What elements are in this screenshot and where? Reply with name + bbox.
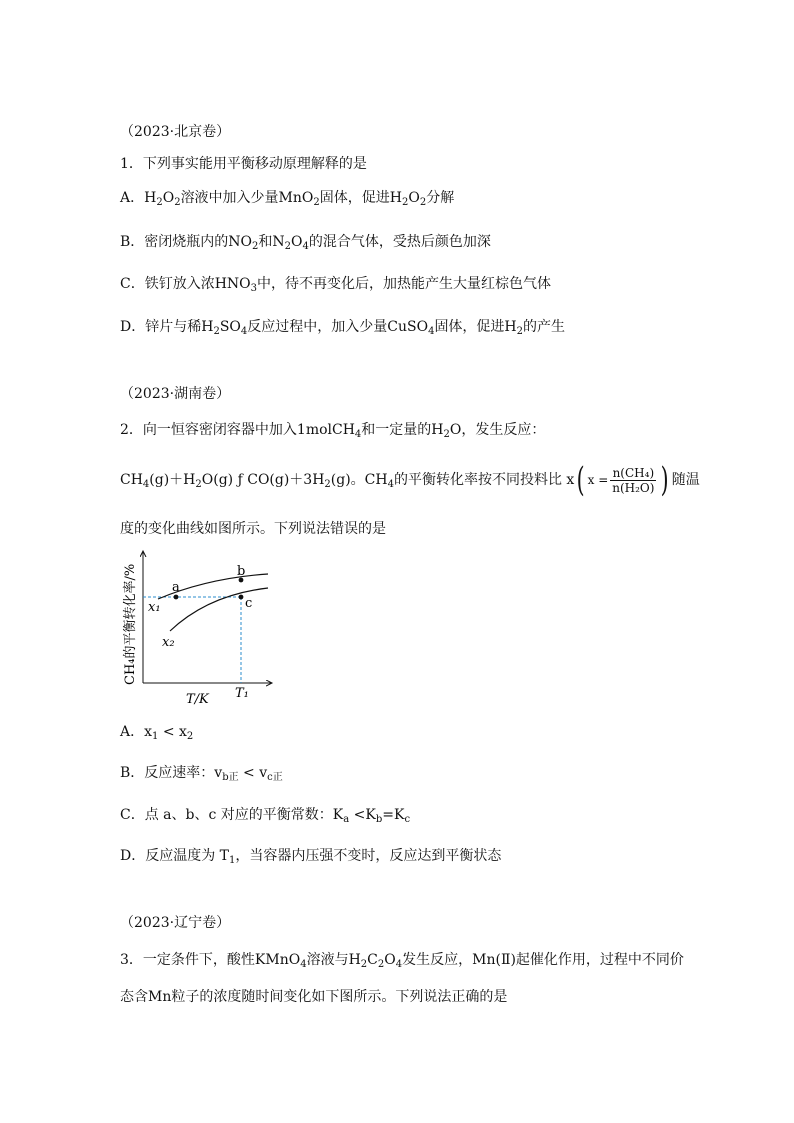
label-a: a <box>172 580 180 595</box>
label-x2: x₂ <box>162 635 175 650</box>
label-x1: x₁ <box>148 600 161 615</box>
q2-option-d: D．反应温度为 $T_1$，当容器内压强不变时，反应达到平衡状态 <box>120 848 502 866</box>
q2-stem-cont: 度的变化曲线如图所示。下列说法错误的是 <box>120 521 386 537</box>
q2-option-c: C．点 a、b、c 对应的平衡常数：$K_a <K_b=K_c$ <box>120 807 411 825</box>
label-c: c <box>245 596 253 611</box>
q2-equation: $CH_4(g)+H_2O(g)$ ƒ $CO(g)+3H_2(g)$。$CH_4$的平衡转化率按不同投料比 x( x = $\frac{\text{n(CH₄)}}{\text{n(H₂O)}}$ ) 随温 <box>120 460 700 500</box>
q1-option-d: D．锌片与稀$H_2SO_4$反应过程中，加入少量CuSO$_4$固体，促进$H_2$的产生 <box>120 319 566 337</box>
q2-source: （2023·湖南卷） <box>120 386 231 402</box>
q1-stem: 1．下列事实能用平衡移动原理解释的是 <box>120 156 367 172</box>
q1-source: （2023·北京卷） <box>120 124 231 140</box>
y-axis-label: CH₄的平衡转化率/% <box>123 563 138 685</box>
label-b: b <box>237 564 246 579</box>
point-a <box>174 595 179 600</box>
q3-stem-cont: 态含Mn粒子的浓度随时间变化如下图所示。下列说法正确的是 <box>120 989 508 1005</box>
q3-source: （2023·辽宁卷） <box>120 915 231 931</box>
curve-x2 <box>170 588 268 631</box>
ratio-fraction: $\frac{\text{n(CH₄)}}{\text{n(H₂O)}}$ <box>612 465 655 495</box>
q1-option-b: B．密闭烧瓶内的$NO_2$和$N_2O_4$的混合气体，受热后颜色加深 <box>120 234 491 252</box>
x-axis-label: T/K <box>186 692 209 707</box>
conversion-figure <box>118 543 278 713</box>
q2-option-a: A．$x_1 < x_2$ <box>120 724 194 742</box>
q2-stem: 2．向一恒容密闭容器中加入1molCH$_4$和一定量的$H_2O$，发生反应： <box>120 422 546 440</box>
q1-option-c: C．铁钉放入浓$HNO_3$中，待不再变化后，加热能产生大量红棕色气体 <box>120 276 552 294</box>
label-t1: T₁ <box>235 686 249 701</box>
q3-stem: 3．一定条件下，酸性KMnO$_4$溶液与$H_2C_2O_4$发生反应，Mn(Ⅱ)起催化作用，过程中不同价 <box>120 952 684 970</box>
q2-option-b: B．反应速率：$v_{b正} < v_{c正}$ <box>120 765 283 783</box>
q1-option-a: A．$H_2O_2$溶液中加入少量MnO$_2$固体，促进$H_2O_2$分解 <box>120 190 455 208</box>
point-c <box>239 595 244 600</box>
